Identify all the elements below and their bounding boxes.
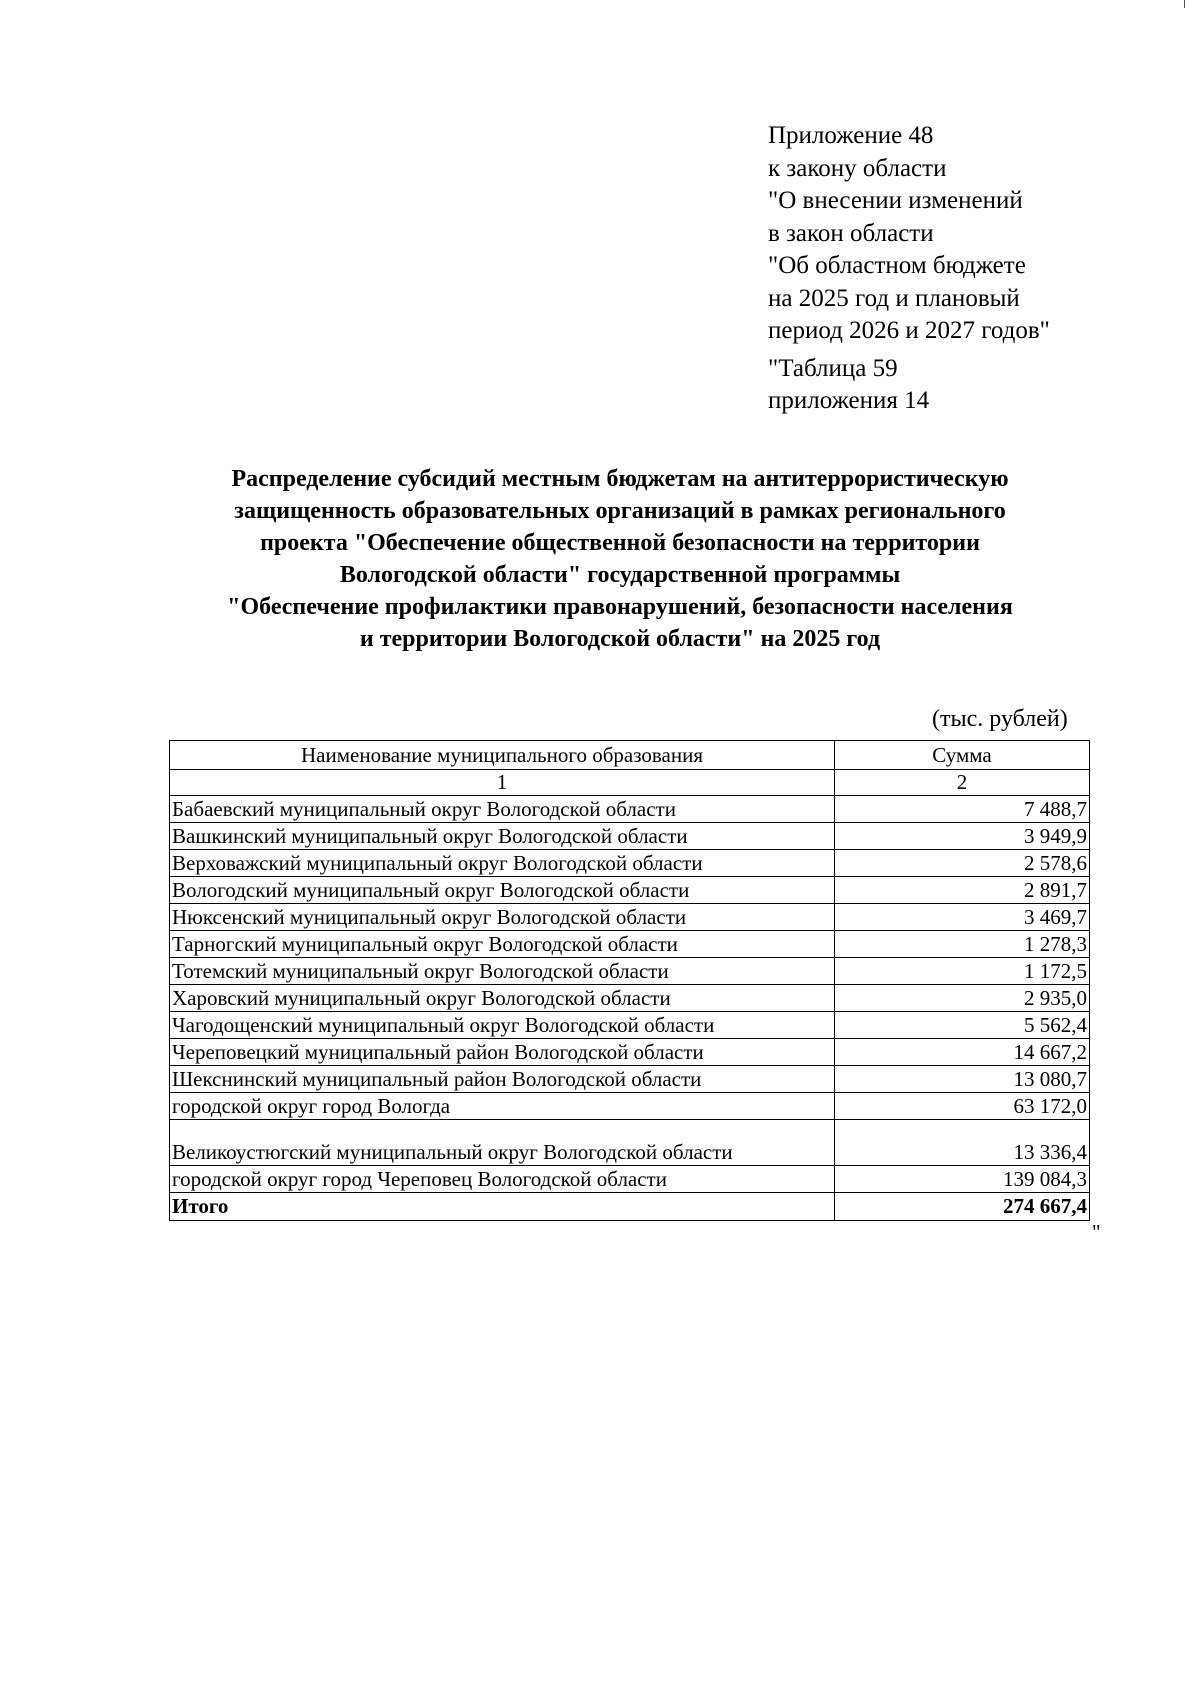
table-row — [170, 1093, 1090, 1120]
table-reference-line: "Таблица 59 — [768, 354, 898, 382]
title-line: "Обеспечение профилактики правонарушений, безопасности населения — [227, 594, 1013, 620]
table-row — [170, 877, 1090, 904]
municipality-name: Вашкинский муниципальный округ Вологодской области — [170, 823, 835, 850]
municipality-name: Нюксенский муниципальный округ Вологодской области — [170, 904, 835, 931]
municipality-name: Шекснинский муниципальный район Вологодской области — [170, 1066, 835, 1093]
column-number-row — [170, 770, 1090, 796]
title-line: Распределение субсидий местным бюджетам на антитеррористическую — [231, 466, 1009, 492]
subsidy-amount: 1 172,5 — [835, 958, 1090, 985]
table-row — [170, 958, 1090, 985]
table-reference-line: приложения 14 — [768, 387, 930, 414]
subsidy-amount: 1 278,3 — [835, 931, 1090, 958]
page-corner-mark — [1184, 0, 1185, 8]
appendix-line: в закон области — [768, 219, 934, 247]
column-number: 2 — [835, 770, 1090, 796]
appendix-line: на 2025 год и плановый — [768, 284, 1020, 312]
table-row — [170, 1012, 1090, 1039]
table-row — [170, 904, 1090, 931]
subsidy-amount: 3 469,7 — [835, 904, 1090, 931]
appendix-line: "Об областном бюджете — [768, 252, 1026, 279]
subsidy-amount: 2 578,6 — [835, 850, 1090, 877]
column-header-name: Наименование муниципального образования — [170, 741, 835, 770]
column-number: 1 — [170, 770, 835, 796]
title-line: проекта "Обеспечение общественной безопасности на территории — [260, 530, 980, 556]
municipality-name: Верховажский муниципальный округ Вологодской области — [170, 850, 835, 877]
appendix-line: к закону области — [768, 154, 947, 182]
table-row — [170, 931, 1090, 958]
title-line: Вологодской области" государственной программы — [339, 562, 901, 588]
municipality-name: Тотемский муниципальный округ Вологодской области — [170, 958, 835, 985]
table-row — [170, 1066, 1090, 1093]
subsidy-amount: 7 488,7 — [835, 796, 1090, 823]
subsidy-table — [169, 740, 1090, 1221]
subsidy-amount: 13 336,4 — [835, 1120, 1090, 1166]
table-row — [170, 796, 1090, 823]
title-line: и территории Вологодской области" на 2025 год — [359, 626, 881, 652]
subsidy-amount: 13 080,7 — [835, 1066, 1090, 1093]
subsidy-amount: 3 949,9 — [835, 823, 1090, 850]
subsidy-amount: 14 667,2 — [835, 1039, 1090, 1066]
closing-quote: " — [1092, 1220, 1101, 1244]
municipality-name: городской округ город Череповец Вологодской области — [170, 1166, 835, 1193]
table-row — [170, 850, 1090, 877]
municipality-name: городской округ город Вологда — [170, 1093, 835, 1120]
subsidy-amount: 5 562,4 — [835, 1012, 1090, 1039]
municipality-name: Бабаевский муниципальный округ Вологодской области — [170, 796, 835, 823]
municipality-name: Чагодощенский муниципальный округ Вологодской области — [170, 1012, 835, 1039]
appendix-header — [768, 120, 1050, 418]
total-label: Итого — [170, 1193, 835, 1221]
table-row — [170, 823, 1090, 850]
table-row — [170, 985, 1090, 1012]
subsidy-amount: 2 935,0 — [835, 985, 1090, 1012]
municipality-name: Тарногский муниципальный округ Вологодской области — [170, 931, 835, 958]
document-title — [120, 463, 1120, 655]
table-row — [170, 1166, 1090, 1193]
subsidy-amount: 139 084,3 — [835, 1166, 1090, 1193]
municipality-name: Вологодский муниципальный округ Вологодской области — [170, 877, 835, 904]
appendix-line: "О внесении изменений — [768, 187, 1023, 214]
column-header-amount: Сумма — [835, 741, 1090, 770]
title-line: защищенность образовательных организаций в рамках регионального — [234, 498, 1006, 524]
units-label: (тыс. рублей) — [932, 706, 1068, 732]
subsidy-amount: 63 172,0 — [835, 1093, 1090, 1120]
municipality-name: Харовский муниципальный округ Вологодской области — [170, 985, 835, 1012]
total-amount: 274 667,4 — [835, 1193, 1090, 1221]
appendix-line: период 2026 и 2027 годов" — [768, 317, 1050, 344]
subsidy-amount: 2 891,7 — [835, 877, 1090, 904]
municipality-name: Череповецкий муниципальный район Вологодской области — [170, 1039, 835, 1066]
municipality-name: Великоустюгский муниципальный округ Вологодской области — [170, 1120, 835, 1166]
appendix-line: Приложение 48 — [768, 122, 934, 149]
total-row — [170, 1193, 1090, 1221]
table-row — [170, 1039, 1090, 1066]
table-row — [170, 1120, 1090, 1166]
table-header-row — [170, 741, 1090, 770]
